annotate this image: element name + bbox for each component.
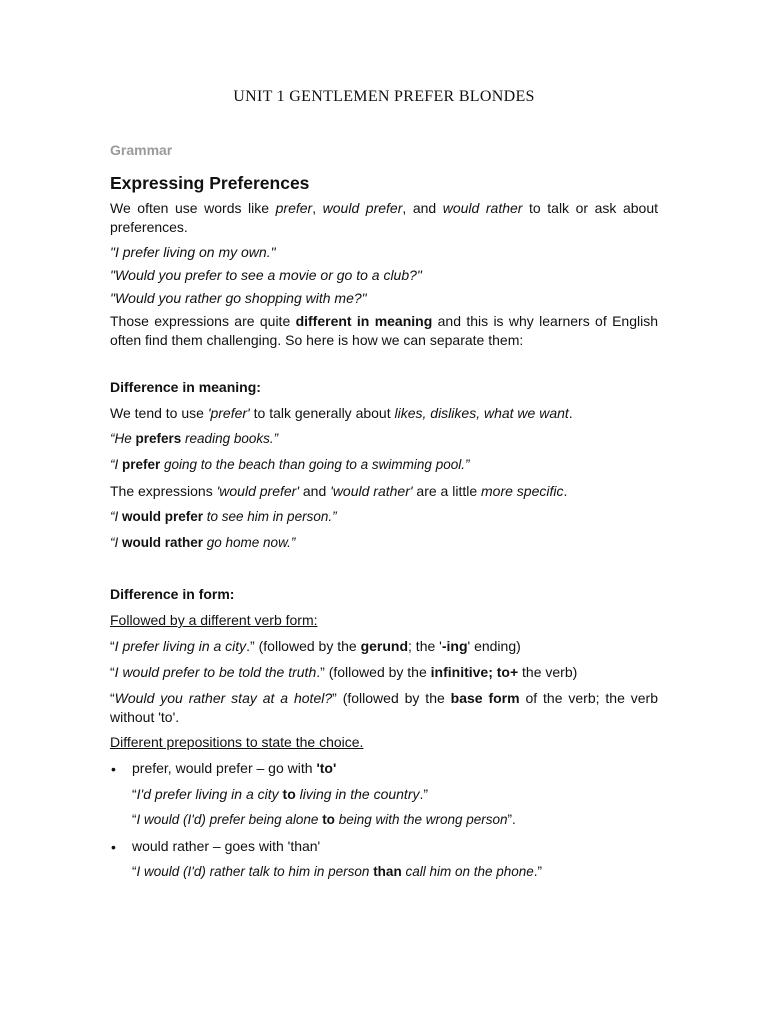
- form-subheading: Different prepositions to state the choice.: [110, 734, 364, 750]
- meaning-line: We tend to use 'prefer' to talk generally about likes, dislikes, what we want.: [110, 405, 573, 421]
- form-example: “I would prefer to be told the truth.” (followed by the infinitive; to+ the verb): [110, 664, 578, 680]
- form-example: “Would you rather stay at a hotel?” (followed by the base form of the verb; the verb without 'to'.: [110, 690, 658, 725]
- form-heading: Difference in form:: [110, 586, 235, 602]
- example-quote: "Would you rather go shopping with me?": [110, 290, 367, 306]
- bullet-icon: •: [111, 761, 116, 777]
- unit-title: UNIT 1 GENTLEMEN PREFER BLONDES: [233, 88, 535, 105]
- intro-paragraph: We often use words like prefer, would prefer, and would rather to talk or ask about preferences.: [110, 200, 659, 235]
- meaning-example: “I would rather go home now.”: [110, 535, 296, 550]
- section-label: Grammar: [110, 142, 173, 158]
- meaning-heading: Difference in meaning:: [110, 379, 261, 395]
- example-quote: "Would you prefer to see a movie or go to a club?": [110, 267, 422, 283]
- bullet-item: would rather – goes with 'than': [132, 838, 321, 854]
- bullet-item: prefer, would prefer – go with 'to': [132, 760, 337, 776]
- bullet-example: “I'd prefer living in a city to living in the country.”: [132, 786, 429, 802]
- meaning-line: The expressions 'would prefer' and 'would rather' are a little more specific.: [110, 483, 568, 499]
- those-paragraph: Those expressions are quite different in meaning and this is why learners of English often find them challenging. So here is how we can separate them:: [110, 313, 658, 348]
- form-subheading: Followed by a different verb form:: [110, 612, 318, 628]
- meaning-example: “He prefers reading books.”: [110, 431, 279, 446]
- example-quote: "I prefer living on my own.": [110, 244, 276, 260]
- meaning-example: “I would prefer to see him in person.”: [110, 509, 337, 524]
- bullet-icon: •: [111, 839, 116, 855]
- bullet-example: “I would (I'd) prefer being alone to being with the wrong person”.: [132, 812, 516, 827]
- form-example: “I prefer living in a city.” (followed by the gerund; the '-ing' ending): [110, 638, 521, 654]
- bullet-example: “I would (I'd) rather talk to him in person than call him on the phone.”: [132, 864, 543, 879]
- meaning-example: “I prefer going to the beach than going to a swimming pool.”: [110, 457, 470, 472]
- section-heading: Expressing Preferences: [110, 173, 310, 193]
